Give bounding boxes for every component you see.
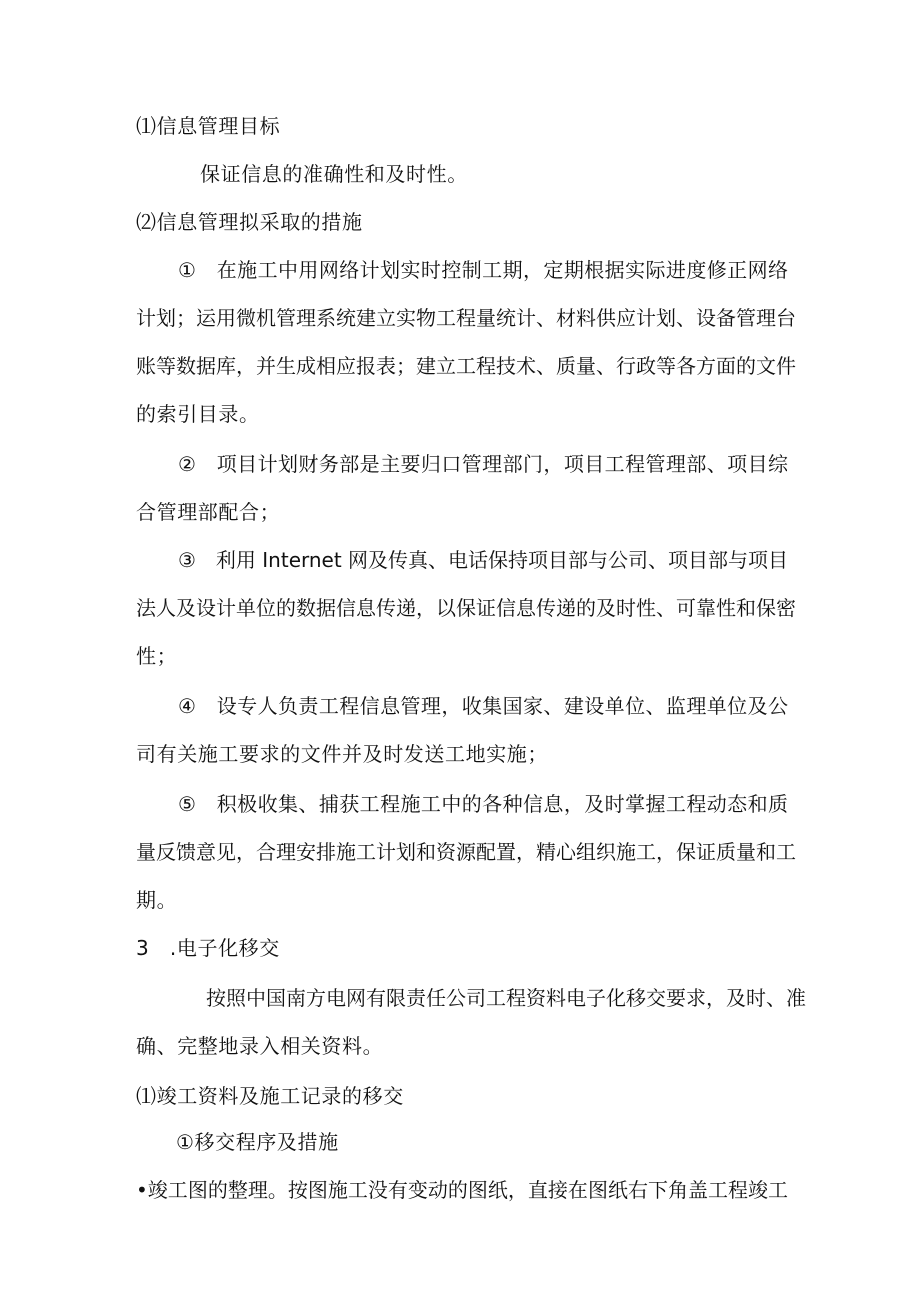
measure-3-line-2: 法人及设计单位的数据信息传递，以保证信息传递的及时性、可靠性和保密: [136, 596, 796, 620]
heading-info-management-goal: ⑴信息管理目标: [136, 114, 281, 138]
measure-1-line-3: 账等数据库，并生成相应报表；建立工程技术、质量、行政等各方面的文件: [136, 354, 796, 378]
subheading-transfer-procedure: ①移交程序及措施: [176, 1130, 339, 1154]
measure-4-line-2: 司有关施工要求的文件并及时发送工地实施；: [136, 742, 548, 766]
section-3-heading: 3 .电子化移交: [136, 936, 280, 960]
bullet-as-built-drawings: •竣工图的整理。按图施工没有变动的图纸，直接在图纸右下角盖工程竣工: [136, 1178, 788, 1202]
heading-info-measures: ⑵信息管理拟采取的措施: [136, 210, 363, 234]
measure-5-line-3: 期。: [136, 888, 178, 912]
measure-2-line-1: ② 项目计划财务部是主要归口管理部门，项目工程管理部、项目综: [178, 452, 788, 476]
measure-1-line-4: 的索引目录。: [136, 402, 260, 426]
measure-1-line-1: ① 在施工中用网络计划实时控制工期，定期根据实际进度修正网络: [178, 258, 788, 282]
measure-5-line-2: 量反馈意见，合理安排施工计划和资源配置，精心组织施工，保证质量和工: [136, 840, 796, 864]
paragraph-goal-text: 保证信息的准确性和及时性。: [200, 162, 468, 186]
section-3-paragraph-line-1: 按照中国南方电网有限责任公司工程资料电子化移交要求，及时、准: [206, 986, 806, 1010]
heading-completion-docs-transfer: ⑴竣工资料及施工记录的移交: [136, 1084, 404, 1108]
measure-4-line-1: ④ 设专人负责工程信息管理，收集国家、建设单位、监理单位及公: [178, 694, 788, 718]
measure-3-line-1: ③ 利用 Internet 网及传真、电话保持项目部与公司、项目部与项目: [178, 548, 789, 572]
section-3-paragraph-line-2: 确、完整地录入相关资料。: [136, 1034, 384, 1058]
measure-3-line-3: 性；: [136, 644, 178, 668]
measure-1-line-2: 计划；运用微机管理系统建立实物工程量统计、材料供应计划、设备管理台: [136, 306, 796, 330]
measure-5-line-1: ⑤ 积极收集、捕获工程施工中的各种信息，及时掌握工程动态和质: [178, 792, 788, 816]
measure-2-line-2: 合管理部配合；: [136, 500, 281, 524]
